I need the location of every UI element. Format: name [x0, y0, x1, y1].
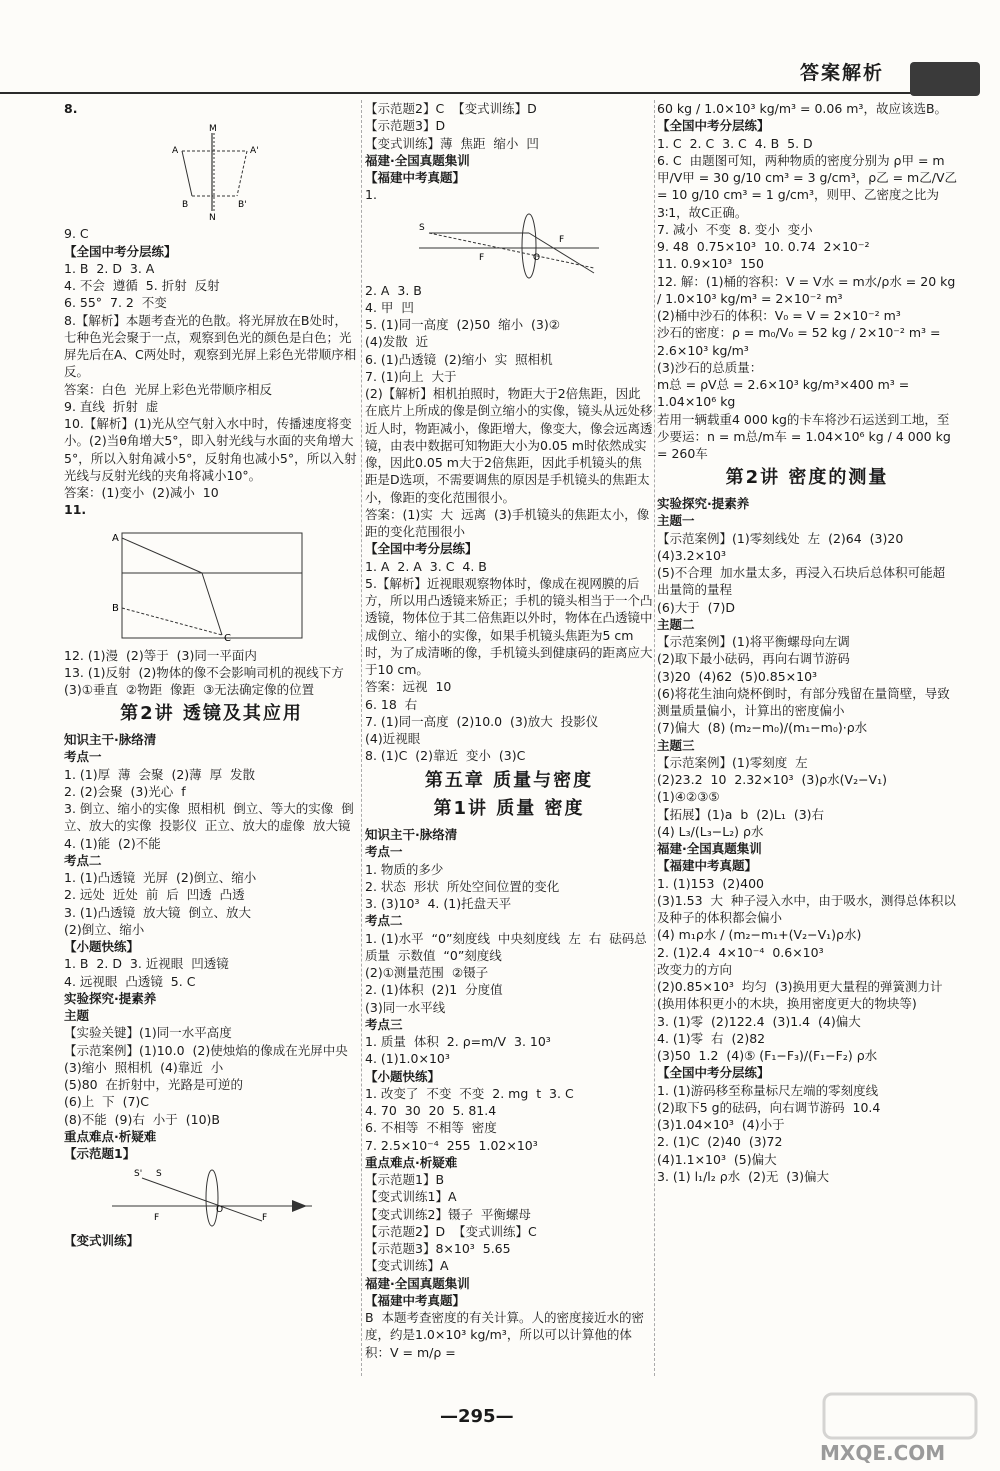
text-line: (5)不合理 加水量太多，再浸入石块后总体积可能超出量筒的量程	[657, 565, 946, 598]
text-line: (4) L₃/(L₃−L₂) ρ水	[657, 823, 764, 839]
text-line: 1. (1)凸透镜 光屏 (2)倒立、缩小	[64, 870, 257, 886]
text-line: 【示范案例】(1)零刻度 左	[657, 754, 808, 770]
text-line: 1. C 2. C 3. C 4. B 5. D	[657, 135, 813, 151]
text-line: 6. C 由题图可知，两种物质的密度分别为 ρ甲 = m甲/V甲 = 30 g/10 cm³ = 3 g/cm³，ρ乙 = m乙/V乙 = 10 g/10 cm³ = 1 g/cm³，则甲、乙密度之比为3∶1，故C正确。	[657, 152, 961, 220]
text-line: 1. (1)水平 “0”刻度线 中央刻度线 左 右 砝码总质量 示数值 “0”刻度线	[365, 930, 647, 963]
text-line: (2)倒立、缩小	[64, 921, 145, 937]
text-line: 12. 解：(1)桶的容积：V = V水 = m水/ρ水 = 20 kg / 1.0×10³ kg/m³ = 2×10⁻² m³	[657, 273, 960, 306]
text-line: 考点一	[64, 749, 102, 765]
text-line: 3. (1) l₁/l₂ ρ水 (2)无 (3)偏大	[657, 1168, 829, 1184]
text-line: 2. A 3. B	[365, 282, 422, 298]
lens-ray-figure	[409, 208, 609, 278]
text-line: (8)不能 (9)右 小于 (10)B	[64, 1111, 220, 1127]
text-line: 2. 远处 近处 前 后 凹透 凸透	[64, 887, 245, 903]
text-line: 【小题快练】	[365, 1068, 441, 1084]
col1-block-1	[64, 225, 359, 518]
text-line: 4. 远视眼 凸透镜 5. C	[64, 973, 196, 989]
text-line: (3)沙石的总质量：	[657, 359, 763, 375]
text-line: 若用一辆载重4 000 kg的卡车将沙石运送到工地，至少要运：n = m总/m车 = 1.04×10⁶ kg / 4 000 kg = 260车	[657, 411, 955, 461]
text-line: 主题一	[657, 513, 695, 529]
text-line: 【福建中考真题】	[365, 1292, 466, 1308]
text-line: 9. 48 0.75×10³ 10. 0.74 2×10⁻²	[657, 239, 870, 254]
fig-label: S	[419, 222, 425, 233]
text-line: 考点二	[64, 852, 102, 868]
text-line: 改变力的方向	[657, 961, 733, 977]
text-line: 【示范题3】D	[365, 118, 446, 134]
mirror-reflection-figure	[152, 121, 272, 224]
text-line: 3. (1)零 (2)122.4 (3)1.4 (4)偏大	[657, 1013, 861, 1029]
text-line: 6. 18 右	[365, 696, 418, 712]
text-line: 【小题快练】	[64, 939, 140, 955]
text-line: 1. (1)153 (2)400	[657, 875, 764, 891]
fig-label: F	[559, 234, 565, 245]
text-line: (3)1.53 大 种子浸入水中，由于吸水，测得总体积以及种子的体积都会偏小	[657, 892, 956, 926]
lecture-title: 第1讲 质量 密度	[433, 798, 585, 820]
page-number: —295—	[440, 1406, 514, 1427]
text-line: 【示范案例】(1)将平衡螺母向左调	[657, 634, 850, 650]
text-line: 1. 物质的多少	[365, 861, 444, 877]
section-heading: 福建·全国真题集训	[657, 841, 762, 857]
fig-label: F	[153, 1213, 159, 1224]
text-line: 【全国中考分层练】	[64, 243, 177, 259]
text-line: (2)桶中沙石的体积：V₀ = V = 2×10⁻² m³	[657, 308, 901, 323]
text-line: (2)【解析】相机拍照时，物距大于2倍焦距，因此在底片上所成的像是倒立缩小的实像，镜头从远处移近人时，物距减小，像距增大，像变大，像会远离透镜，由表中数据可知物距大小为0.05 m时依然成实像，因此0.05 m大于2倍焦距，因此手机镜头的焦距是D选项，不需要调焦的原因是手机镜头的焦距太小，像距的变化范围很小。	[365, 386, 653, 505]
column-2	[365, 100, 653, 1376]
convex-lens-figure	[102, 1166, 322, 1228]
fig-label: S	[155, 1169, 162, 1180]
text-line: 【示范案例】(1)10.0 (2)使烛焰的像成在光屏中央	[64, 1042, 348, 1058]
text-line: (1)④②③⑤	[657, 789, 720, 805]
text-line: 4. 甲 凹	[365, 299, 414, 315]
header-bar	[0, 56, 1000, 106]
text-line: (2)取下最小砝码，再向右调节游码	[657, 651, 850, 667]
text-line: 【示范题1】B	[365, 1172, 445, 1188]
text-line: 4. 不会 遵循 5. 折射 反射	[64, 278, 220, 293]
text-line: (3)缩小 照相机 (4)靠近 小	[64, 1059, 224, 1075]
text-line: (4)发散 近	[365, 334, 429, 350]
text-line: 【示范题1】	[64, 1146, 136, 1162]
text-line: m总 = ρV总 = 2.6×10³ kg/m³×400 m³ = 1.04×10⁶ kg	[657, 377, 914, 410]
text-line: (7)偏大 (8) (m₂−m₀)/(m₁−m₀)·ρ水	[657, 720, 868, 736]
fig-label: F	[261, 1213, 267, 1224]
text-line: 7. (1)向上 大于	[365, 368, 457, 384]
text-line: 【示范案例】(1)零刻线处 左 (2)64 (3)20	[657, 530, 904, 546]
text-line: 【变式训练】薄 焦距 缩小 凹	[365, 135, 539, 151]
text-line: (2)①测量范围 ②镊子	[365, 965, 489, 981]
col3-block-2	[657, 495, 957, 1185]
section-heading: 知识主干·脉络清	[365, 827, 458, 843]
text-line: 考点一	[365, 844, 403, 860]
text-line: (6)上 下 (7)C	[64, 1094, 150, 1110]
text-line: 5. (1)同一高度 (2)50 缩小 (3)②	[365, 317, 560, 332]
text-line: 答案：白色 光屏上彩色光带顺序相反	[64, 381, 272, 397]
fig-label: A'	[249, 146, 259, 157]
text-line: 2. (1)体积 (2)1 分度值	[365, 982, 503, 998]
text-line: 6. (1)凸透镜 (2)缩小 实 照相机	[365, 351, 553, 367]
text-line: 考点三	[365, 1016, 403, 1032]
text-line: 7. 2.5×10⁻⁴ 255 1.02×10³	[365, 1137, 538, 1153]
text-line: 9. C	[64, 226, 89, 242]
fig-label: B'	[237, 200, 247, 211]
text-line: 8.【解析】本题考查光的色散。将光屏放在B处时，七种色光会聚于一点，观察到色光的颜色是白色；光屏先后在A、C两处时，观察到光屏上彩色光带顺序相反。	[64, 312, 357, 380]
text-line: 【变式训练1】A	[365, 1189, 457, 1205]
text-line: (2)23.2 10 2.32×10³ (3)ρ水(V₂−V₁)	[657, 772, 887, 788]
text-line: 1. 质量 体积 2. ρ=m/V 3. 10³	[365, 1034, 551, 1050]
lecture-title: 第2讲 密度的测量	[725, 467, 889, 489]
text-line: 主题三	[657, 737, 695, 753]
text-line: 11. 0.9×10³ 150	[657, 256, 764, 272]
text-line: 9. 直线 折射 虚	[64, 398, 159, 414]
text-line: 7. (1)同一高度 (2)10.0 (3)放大 投影仪	[365, 713, 599, 729]
text-line: (3)20 (4)62 (5)0.85×10³	[657, 668, 818, 684]
text-line: 2. (1)2.4 4×10⁻⁴ 0.6×10³	[657, 944, 824, 960]
fig-label: N	[208, 213, 216, 224]
text-line: 答案：(1)实 大 远离 (3)手机镜头的焦距太小，像距的变化范围很小	[365, 506, 650, 539]
column-divider	[361, 100, 362, 1376]
fig-label: C	[223, 632, 231, 644]
header-title: 答案解析	[800, 62, 885, 84]
text-line: 4. (1)零 右 (2)82	[657, 1030, 766, 1046]
section-heading: 重点难点·析疑难	[365, 1154, 458, 1170]
text-line: 【变式训练】	[64, 1233, 140, 1249]
text-line: 13. (1)反射 (2)物体的像不会影响司机的视线下方 (3)①垂直 ②物距 像距 ③无法确定像的位置	[64, 664, 352, 697]
col2-block-1	[365, 100, 653, 204]
text-line: 3. (3)10³ 4. (1)托盘天平	[365, 896, 512, 912]
text-line: 1. B 2. D 3. A	[64, 260, 155, 276]
text-line: 3. 倒立、缩小的实像 照相机 倒立、等大的实像 倒立、放大的实像 投影仪 正立、放大的虚像 放大镜	[64, 801, 354, 834]
text-line: 6. 55° 7. 2 不变	[64, 295, 167, 311]
text-line: (2)取下5 g的砝码，向右调节游码 10.4	[657, 1099, 881, 1115]
text-line: 10.【解析】(1)光从空气射入水中时，传播速度将变小。(2)当θ角增大5°，即入射光线与水面的夹角增大5°，所以入射角减小5°，反射角也减小5°，所以入射光线与反射光线的夹角将减小10°。	[64, 416, 357, 483]
fig-label: B	[181, 200, 188, 211]
text-line: (3)同一水平线	[365, 999, 446, 1015]
section-heading: 福建·全国真题集训	[365, 152, 470, 168]
text-line: 沙石的密度：ρ = m₀/V₀ = 52 kg / 2×10⁻² m³ = 2.6×10³ kg/m³	[657, 325, 945, 358]
col1-block-2	[64, 647, 359, 699]
section-heading: 实验探究·提素养	[64, 990, 157, 1006]
fig-label: O	[215, 1205, 223, 1216]
chapter-title: 第五章 质量与密度	[424, 769, 594, 791]
text-line: 3. (1)凸透镜 放大镜 倒立、放大	[64, 904, 252, 920]
text-line: 4. (1)1.0×10³	[365, 1051, 450, 1067]
text-line: 4. (1)能 (2)不能	[64, 835, 161, 851]
column-3	[657, 100, 961, 1376]
col3-block-1	[657, 100, 961, 462]
text-line: 主题二	[657, 616, 695, 632]
text-line: (4) m₁ρ水 / (m₂−m₁+(V₂−V₁)ρ水)	[657, 927, 862, 943]
col2-block-3	[365, 826, 653, 1361]
refraction-figure	[92, 523, 332, 643]
text-line: (3)1.04×10³ (4)小于	[657, 1117, 785, 1133]
lecture-title: 第2讲 透镜及其应用	[120, 703, 303, 725]
col1-block-3	[64, 731, 359, 1162]
text-line: (2)0.85×10³ 均匀 (3)换用更大量程的弹簧测力计(换用体积更小的木块，换用密度更大的物块等)	[657, 979, 943, 1012]
text-line: (3)50 1.2 (4)⑤ (F₁−F₃)/(F₁−F₂) ρ水	[657, 1048, 878, 1064]
section-heading: 重点难点·析疑难	[64, 1128, 157, 1144]
text-line: 1. (1)游码移至称量标尺左端的零刻度线	[657, 1082, 879, 1098]
text-line: 答案：(1)变小 (2)减小 10	[64, 485, 219, 500]
text-line: 2. (1)C (2)40 (3)72	[657, 1134, 783, 1150]
text-line: 5.【解析】近视眼观察物体时，像成在视网膜的后方，所以用凸透镜来矫正；手机的镜头相当于一个凸透镜，物体位于其二倍焦距以外时，物体在凸透镜中成倒立、缩小的实像，如果手机镜头焦距为5 cm时，为了成清晰的像，手机镜头到健康码的距离应大于10 cm。	[365, 575, 653, 677]
text-line: 答案：远视 10	[365, 679, 452, 695]
fig-label: A	[171, 146, 178, 157]
section-heading: 实验探究·提素养	[657, 496, 750, 512]
text-line: (4)近视眼	[365, 731, 421, 746]
text-line: 1. 改变了 不变 不变 2. mg t 3. C	[365, 1085, 574, 1101]
col2-block-2	[365, 282, 653, 765]
text-line: 主题	[64, 1008, 90, 1024]
header-logo-icon	[910, 62, 980, 96]
text-line: B 本题考查密度的有关计算。人的密度接近水的密度，约是1.0×10³ kg/m³，所以可以计算他的体积：V = m/ρ =	[365, 1310, 645, 1360]
column-divider	[654, 100, 655, 1376]
text-line: 【福建中考真题】	[657, 858, 758, 874]
text-line: 11.	[64, 502, 87, 518]
text-line: (6)大于 (7)D	[657, 599, 735, 615]
text-line: 【拓展】(1)a b (2)L₁ (3)右	[657, 806, 825, 822]
text-line: (4)1.1×10³ (5)偏大	[657, 1151, 777, 1167]
text-line: 12. (1)漫 (2)等于 (3)同一平面内	[64, 647, 257, 663]
fig-label: A	[111, 532, 119, 544]
text-line: 2. 状态 形状 所处空间位置的变化	[365, 878, 560, 894]
header-rule	[0, 92, 912, 94]
text-line: 【全国中考分层练】	[657, 118, 770, 134]
section-heading: 福建·全国真题集训	[365, 1275, 470, 1291]
text-line: 2. (2)会聚 (3)光心 f	[64, 783, 186, 799]
text-line: 【全国中考分层练】	[365, 541, 478, 557]
text-line: 6. 不相等 不相等 密度	[365, 1120, 497, 1136]
fig-label: O	[533, 252, 541, 263]
text-line: 8. (1)C (2)靠近 变小 (3)C	[365, 748, 526, 764]
text-line: 1.	[365, 187, 377, 203]
text-line: (6)将花生油向烧杯倒时，有部分残留在量筒壁，导致测量质量偏小，计算出的密度偏小	[657, 685, 950, 719]
fig-label: F	[479, 252, 485, 263]
text-line: 【福建中考真题】	[365, 170, 466, 185]
fig-label: S'	[133, 1169, 142, 1180]
fig-label: M	[208, 124, 217, 135]
text-line: 【示范题2】D 【变式训练】C	[365, 1223, 537, 1239]
text-line: 4. 70 30 20 5. 81.4	[365, 1103, 497, 1119]
text-line: 1. A 2. A 3. C 4. B	[365, 558, 487, 574]
text-line: 【变式训练2】镊子 平衡螺母	[365, 1206, 531, 1222]
text-line: 【实验关键】(1)同一水平高度	[64, 1025, 232, 1041]
text-line: 【全国中考分层练】	[657, 1065, 770, 1081]
text-line: 【示范题3】8×10³ 5.65	[365, 1241, 511, 1257]
watermark-text: MXQE.COM	[820, 1441, 946, 1465]
text-line: 【变式训练】A	[365, 1258, 449, 1274]
text-line: 60 kg / 1.0×10³ kg/m³ = 0.06 m³，故应该选B。	[657, 101, 948, 116]
text-line: 7. 减小 不变 8. 变小 变小	[657, 221, 813, 237]
text-line: 【示范题2】C 【变式训练】D	[365, 101, 537, 116]
text-line: 1. (1)厚 薄 会聚 (2)薄 厚 发散	[64, 766, 256, 782]
section-heading: 知识主干·脉络清	[64, 732, 157, 748]
item-8-label: 8.	[64, 101, 78, 116]
text-line: (4)3.2×10³	[657, 547, 726, 563]
text-line: 考点二	[365, 913, 403, 929]
column-1	[64, 100, 359, 1376]
text-line: (5)80 在折射中，光路是可逆的	[64, 1077, 244, 1093]
text-line: 1. B 2. D 3. 近视眼 凹透镜	[64, 956, 229, 972]
fig-label: B	[111, 602, 119, 614]
